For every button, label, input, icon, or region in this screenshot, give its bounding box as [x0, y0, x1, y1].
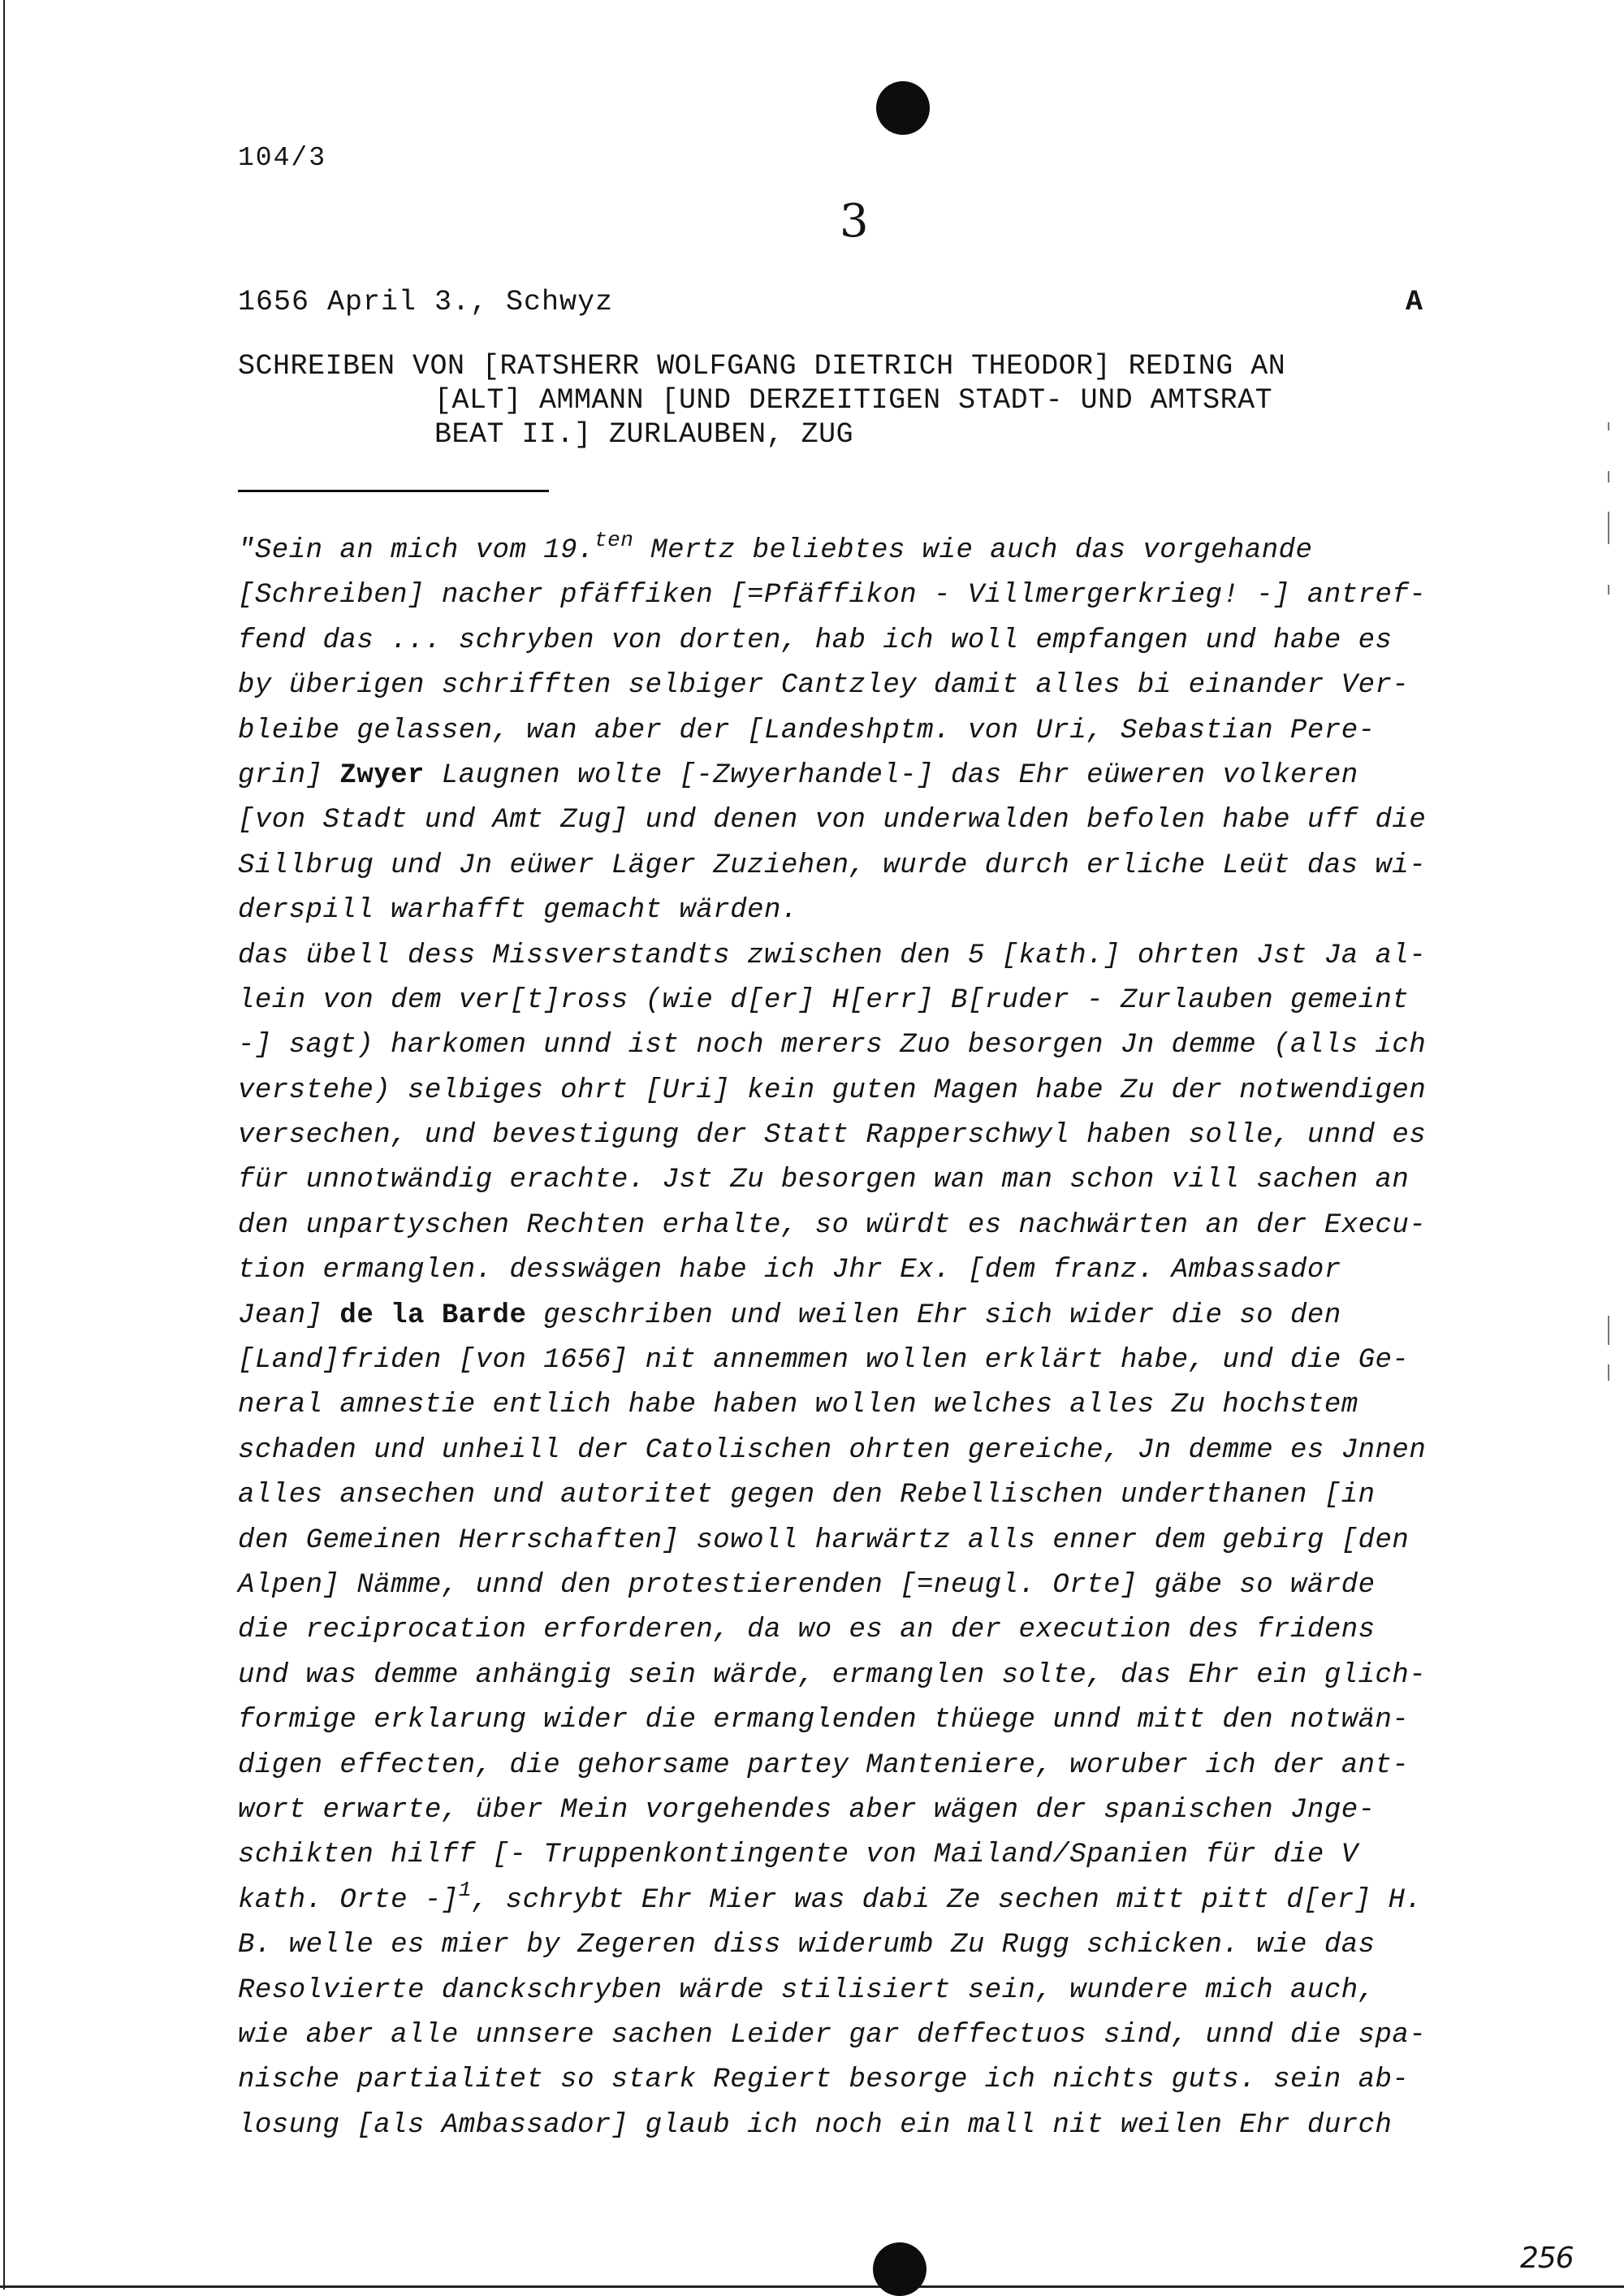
body-line — [238, 1294, 1488, 1338]
page-number: 256 — [1520, 2242, 1574, 2275]
letter-body — [238, 529, 1488, 2148]
body-line-text: verstehe) selbiges ohrt [Uri] kein guten Magen habe Zu der notwendigen — [238, 1074, 1427, 1106]
body-line-text: schaden und unheill der Catolischen ohrten gereiche, Jn demme es Jnnen — [238, 1434, 1427, 1466]
body-line-text: Resolvierte danckschryben wärde stilisiert sein, wundere mich auch, — [238, 1974, 1376, 2006]
body-line-text: nische partialitet so stark Regiert besorge ich nichts guts. sein ab- — [238, 2065, 1410, 2096]
body-line-text: Sillbrug und Jn eüwer Läger Zuziehen, wurde durch erliche Leüt das wi- — [238, 850, 1427, 881]
body-line — [238, 1473, 1488, 1518]
body-line — [238, 1608, 1488, 1653]
body-line — [238, 664, 1488, 708]
body-line — [238, 1429, 1488, 1473]
body-line-text: tion ermanglen. desswägen habe ich Jhr Ex. [dem franz. Ambassador — [238, 1255, 1341, 1286]
handwritten-number: 3 — [840, 195, 869, 248]
separator-rule — [238, 490, 549, 492]
body-line-text: wort erwarte, über Mein vorgehendes aber wägen der spanischen Jnge- — [238, 1794, 1376, 1826]
body-line-text: für unnotwändig erachte. Jst Zu besorgen wan man schon vill sachen an — [238, 1165, 1410, 1196]
body-line — [238, 1698, 1488, 1743]
body-line — [238, 979, 1488, 1023]
body-line — [238, 844, 1488, 889]
body-line-text: derspill warhafft gemacht wärden. — [238, 895, 798, 927]
body-line — [238, 1833, 1488, 1878]
body-line — [238, 1113, 1488, 1158]
body-line — [238, 1879, 1488, 1923]
superscript: 1 — [458, 1877, 472, 1902]
body-line — [238, 573, 1488, 618]
body-line-text: lein von dem ver[t]ross (wie d[er] H[err] B[ruder - Zurlauben gemeint — [238, 984, 1410, 1016]
body-line — [238, 934, 1488, 979]
body-line-text: alles ansechen und autoritet gegen den Rebellischen underthanen [in — [238, 1480, 1376, 1511]
date-place: 1656 April 3., Schwyz — [238, 286, 614, 318]
body-line-text: Alpen] Nämme, unnd den protestierenden [=neugl. Orte] gäbe so wärde — [238, 1569, 1376, 1601]
body-line-text: grin] — [238, 759, 340, 791]
body-line — [238, 798, 1488, 843]
superscript: ten — [594, 528, 634, 552]
body-line — [238, 754, 1488, 798]
body-line — [238, 1383, 1488, 1428]
body-line-text: -] sagt) harkomen unnd ist noch merers Zuo besorgen Jn demme (alls ich — [238, 1030, 1427, 1062]
body-line — [238, 1788, 1488, 1833]
bold-name: Zwyer — [339, 759, 425, 791]
body-line — [238, 709, 1488, 754]
body-line-text: neral amnestie entlich habe haben wollen welches alles Zu hochstem — [238, 1390, 1358, 1421]
body-line-text: Laugnen wolte [-Zwyerhandel-] das Ehr eüweren volkeren — [424, 759, 1358, 791]
body-line-text: und was demme anhängig sein wärde, ermanglen solte, das Ehr ein glich- — [238, 1659, 1427, 1691]
page-border-left — [3, 0, 5, 2290]
body-line-text: digen effecten, die gehorsame partey Manteniere, woruber ich der ant- — [238, 1749, 1410, 1781]
body-line-text: , schrybt Ehr Mier was dabi Ze sechen mitt pitt d[er] H. — [471, 1884, 1423, 1916]
body-line-text: [von Stadt und Amt Zug] und denen von underwalden befolen habe uff die — [238, 805, 1427, 837]
body-line-text: den unpartyschen Rechten erhalte, so würdt es nachwärten an der Execu- — [238, 1209, 1427, 1241]
body-line-text: geschriben und weilen Ehr sich wider die so den — [526, 1299, 1341, 1331]
heading-line: [ALT] AMMANN [UND DERZEITIGEN STADT- UND AMTSRAT — [434, 384, 1273, 417]
body-line-text: fend das ... schryben von dorten, hab ich woll empfangen und habe es — [238, 625, 1393, 656]
page-border-bottom — [0, 2285, 1624, 2288]
body-line-text: B. welle es mier by Zegeren diss widerumb Zu Rugg schicken. wie das — [238, 1930, 1376, 1961]
punch-hole-bottom — [873, 2242, 926, 2296]
body-line — [238, 2104, 1488, 2148]
body-line-text: kath. Orte -] — [238, 1884, 459, 1916]
body-line — [238, 1158, 1488, 1203]
copy-mark: A — [1405, 286, 1423, 318]
body-line-text: wie aber alle unnsere sachen Leider gar deffectuos sind, unnd die spa- — [238, 2019, 1427, 2051]
body-line — [238, 1069, 1488, 1113]
body-line — [238, 1204, 1488, 1248]
body-line — [238, 1338, 1488, 1383]
body-line-text: [Land]friden [von 1656] nit annemmen wollen erklärt habe, und die Ge- — [238, 1345, 1410, 1377]
body-line-text: formige erklarung wider die ermanglenden thüege unnd mitt den notwän- — [238, 1705, 1410, 1736]
date-place-line — [238, 286, 1423, 318]
body-line — [238, 1519, 1488, 1563]
body-line-text: losung [als Ambassador] glaub ich noch ein mall nit weilen Ehr durch — [238, 2109, 1393, 2141]
document-heading — [238, 349, 1440, 452]
body-line-text: den Gemeinen Herrschaften] sowoll harwärtz alls enner dem gebirg [den — [238, 1524, 1410, 1556]
document-reference: 104/3 — [238, 143, 327, 173]
body-line-text: bleibe gelassen, wan aber der [Landeshptm. von Uri, Sebastian Pere- — [238, 715, 1376, 746]
body-line-text: Mertz beliebtes wie auch das vorgehande — [633, 535, 1313, 566]
heading-line: SCHREIBEN VON [RATSHERR WOLFGANG DIETRICH THEODOR] REDING AN — [238, 350, 1286, 383]
heading-line: BEAT II.] ZURLAUBEN, ZUG — [434, 418, 854, 451]
body-line — [238, 1923, 1488, 1968]
margin-scan-marks — [1601, 422, 1618, 1478]
body-line — [238, 1023, 1488, 1068]
body-line — [238, 1744, 1488, 1788]
body-line-text: Jean] — [238, 1299, 340, 1331]
body-line — [238, 1563, 1488, 1608]
body-line — [238, 1248, 1488, 1293]
body-line-text: [Schreiben] nacher pfäffiken [=Pfäffikon - Villmergerkrieg! -] antref- — [238, 580, 1427, 612]
body-line-text: by überigen schrifften selbiger Cantzley damit alles bi einander Ver- — [238, 670, 1410, 702]
body-line — [238, 1969, 1488, 2013]
body-line-text: schikten hilff [- Truppenkontingente von Mailand/Spanien für die V — [238, 1840, 1358, 1871]
body-line-text: versechen, und bevestigung der Statt Rapperschwyl haben solle, unnd es — [238, 1120, 1427, 1152]
body-line-text: "Sein an mich vom 19. — [238, 535, 594, 566]
bold-name: de la Barde — [339, 1299, 527, 1331]
body-line-text: das übell dess Missverstandts zwischen den 5 [kath.] ohrten Jst Ja al- — [238, 940, 1427, 971]
body-line — [238, 529, 1488, 573]
body-line — [238, 1654, 1488, 1698]
body-line-text: die reciprocation erforderen, da wo es an der execution des fridens — [238, 1615, 1376, 1646]
body-line — [238, 2058, 1488, 2103]
body-line — [238, 619, 1488, 664]
body-line — [238, 889, 1488, 933]
body-line — [238, 2013, 1488, 2058]
punch-hole-top — [876, 81, 930, 135]
